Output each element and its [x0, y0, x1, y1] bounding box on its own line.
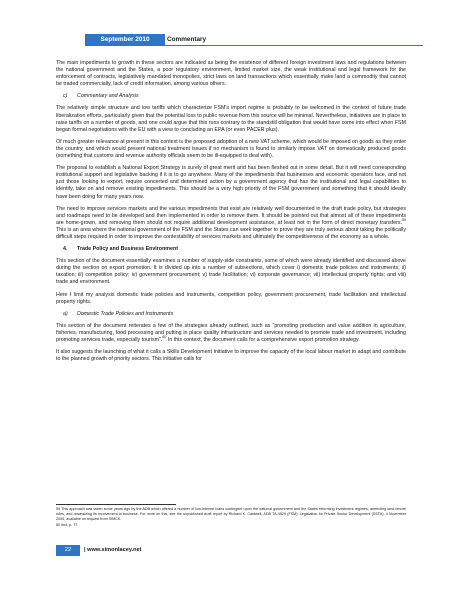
paragraph: Here I limit my analysis domestic trade policies and instruments, competition policy, government procurement, trade facilitation and intellectual property rights.: [56, 291, 406, 305]
footnote-divider: [56, 504, 176, 505]
paragraph: Of much greater relevance at present in this context is the proposed adoption of a new VAT scheme, which would be imposed on goods as they enter the country, and which would present national treatment issues if no mechanism is found to similarly impose VAT on domestically produced goods (something that customs and revenue authority officials seem to be ill-equipped to deal with).: [56, 138, 406, 160]
paragraph-text: In this context, the document calls for a comprehensive export promotion strategy.: [166, 337, 360, 343]
page-footer: [0, 545, 463, 556]
footnotes: [56, 507, 406, 528]
document-body: [56, 60, 406, 368]
footer-url-link[interactable]: | www.simonlacey.net: [84, 547, 142, 553]
subsection-index: c): [63, 93, 68, 100]
paragraph: It also suggests the launching of what it calls a Skills Development Initiative to improve the capacity of the local labour market to adapt and contribute to the planned growth of priority sectors. This initiative calls for: [56, 349, 406, 363]
paragraph-text: This is an area where the national government of the FSM and the States can work together to prove they are truly serious about taking the politically difficult steps required in order to improve the contestability of services markets and ultimately the competitiveness of the economy as a whole.: [56, 226, 406, 240]
subsection-heading-a: [63, 311, 406, 318]
paragraph-with-footnote: [56, 206, 406, 241]
header-date-badge: September 2010: [85, 34, 165, 46]
subsection-index: a): [63, 310, 68, 317]
paragraph-with-footnote: [56, 323, 406, 344]
subsection-title: Domestic Trade Policies and Instruments: [77, 310, 174, 317]
section-title: Trade Policy and Business Environment: [77, 246, 178, 253]
paragraph-text: The need to improve services markets and the various impediments that exist are relatively well documented in the draft trade policy, but strategies and roadmaps need to be developed and then implemented in order to remove them. It should be pointed out that almost all of these impediments are home-grown, and removing them should not require additional development assistance, at least not in the form of direct monetary transfers.: [56, 205, 406, 226]
section-heading-4: [63, 246, 406, 253]
header-section-label: Commentary: [167, 36, 207, 43]
subsection-title: Commentary and Analysis: [77, 93, 139, 100]
footnote-ref-60: 60: [162, 335, 167, 340]
subsection-heading-c: [63, 93, 406, 100]
paragraph: The proposal to establish a National Export Strategy is surely of great merit and has been fleshed out in some detail. But it will need corresponding institutional support and legislative backing if it is to go anywhere. Many of the impediments that businesses and economic operators face, and not just those looking to export, require concerted and determined action by a government agency that has the institutional and legal capabilities to identify, take on and remove existing impediments. This should be a very high priority of the FSM government and something that it should ideally have been doing for many years now.: [56, 165, 406, 200]
paragraph: The relatively simple structure and low tariffs which characterize FSM's import regime is probably to be welcomed in the context of future trade liberalization efforts, particularly given that the potential loss to public revenue from this source will be minimal. Nevertheless, initiatives are in place to raise tariffs on a number of goods, and one could argue that this runs contrary to the standstill obligation that would have come into effect when FSM began formal negotiations with the EU with a view to concluding an EPA (or even PACER plus).: [56, 105, 406, 133]
paragraph: This section of the document essentially examines a number of supply-side constraints, some of which were already identified and discussed above during the section on export promotion. It is divided up into a number of subsections, which cover i) domestic trade policies and instruments; ii) taxation; iii) competition policy; iv) government procurement; v) trade facilitation; vi) corporate governance; vii) intellectual property rights; and viii) trade and environment.: [56, 258, 406, 286]
paragraph-text: This section of the document reiterates a few of the strategies already outlined, such as "promoting production and value addition in agriculture, fisheries, manufacturing, food processing and putting in place quality infrastructure and services needed to promote trade and investment, including promoting services trade, especially tourism".: [56, 322, 406, 343]
footnote-ref-59: 59: [402, 218, 406, 223]
page-number-badge: 22: [56, 545, 80, 556]
section-index: 4.: [63, 246, 68, 253]
header-rule: [164, 45, 423, 46]
page-header: [0, 34, 463, 46]
footnote-59: 59 This approach was taken some years ago by the ADB which offered a number of low-interest loans contingent upon the national government and the States reforming investment regimes, amending land-tenure rules, and downsizing its involvement in business. For more on this, see the unpublished draft report by Richard K. Caldwell, ADB TA-4529 (FSM): Legislation for Private Sector Development (SSTA), 4 November 2005, available on request from SIMCK.: [56, 507, 406, 522]
footnote-60: 60 Ibid, p. 77.: [56, 522, 79, 527]
paragraph: The main impediments to growth in these sectors are indicated as being the existence of different foreign investment laws and regulations between the national government and the States, a poor regulatory environment, limited market size, the weak institutional and legal framework for the enforcement of contracts, legislatively mandated monopolies, strict laws on land transactions which essentially make land a commodity that cannot be traded commercially, lack of credit information, among various others.: [56, 60, 406, 88]
